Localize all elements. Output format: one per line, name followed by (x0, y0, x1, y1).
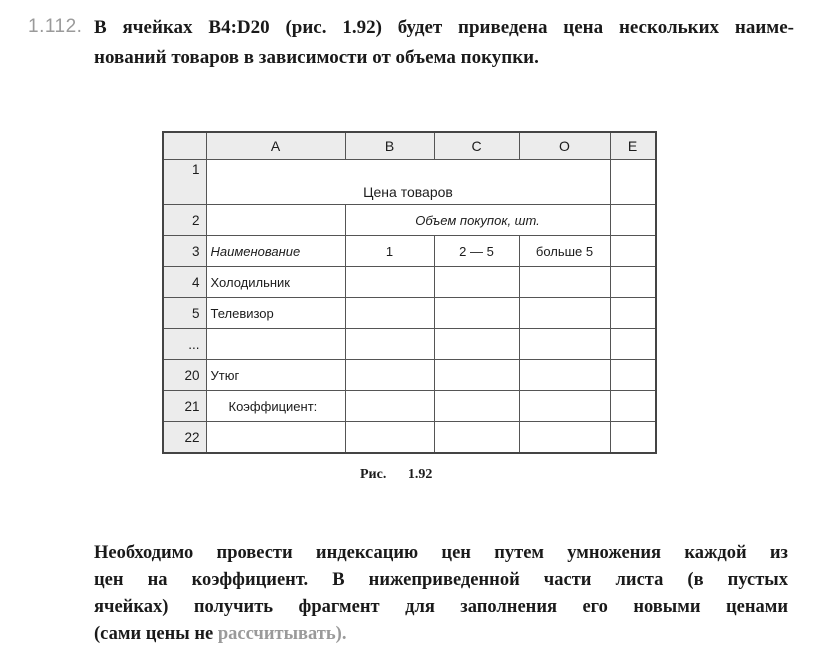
col-header-c: C (434, 132, 519, 160)
spreadsheet-figure (162, 131, 657, 454)
col-header-b: B (345, 132, 434, 160)
sheet-row-5 (163, 298, 656, 329)
cell-c21 (434, 391, 519, 422)
volume-label-cell: Объем покупок, шт. (345, 205, 610, 236)
sheet-row-4 (163, 267, 656, 298)
col-header-e: E (610, 132, 656, 160)
intro-text-start: В ячейках (94, 17, 209, 38)
coefficient-label-cell: Коэффициент: (206, 391, 345, 422)
task-number: 1.112. (28, 16, 83, 37)
cell-a22 (206, 422, 345, 454)
sheet-row-20 (163, 360, 656, 391)
price-cell (434, 298, 519, 329)
instruction-line-4-text: (сами цены не (94, 624, 218, 644)
column-header-row (163, 132, 656, 160)
price-cell (434, 267, 519, 298)
qty-header-3: больше 5 (519, 236, 610, 267)
sheet-row-1 (163, 160, 656, 205)
item-name-cell: Телевизор (206, 298, 345, 329)
price-cell (519, 267, 610, 298)
row-header-ellipsis: ... (163, 329, 206, 360)
corner-cell (163, 132, 206, 160)
cell-e (610, 298, 656, 329)
price-cell (434, 329, 519, 360)
row-header-1: 1 (163, 160, 206, 205)
instruction-line-4 (94, 621, 788, 648)
sheet-row-2 (163, 205, 656, 236)
task-intro (94, 13, 794, 73)
price-cell (519, 329, 610, 360)
cell-e22 (610, 422, 656, 454)
intro-text-end: (рис. 1.92) будет приведена цена нескольких наиме- (269, 17, 794, 38)
cell-e21 (610, 391, 656, 422)
cell-range-ref: B4:D20 (208, 17, 270, 38)
intro-line-1 (94, 13, 794, 43)
row-header-20: 20 (163, 360, 206, 391)
cell-b22 (345, 422, 434, 454)
col-header-a: A (206, 132, 345, 160)
instruction-line-2: цен на коэффициент. В нижеприведенной части листа (в пустых (94, 570, 788, 590)
instruction-line-3: ячейках) получить фрагмент для заполнения его новыми ценами (94, 597, 788, 617)
cell-e1 (610, 160, 656, 205)
col-header-d: O (519, 132, 610, 160)
price-cell (345, 298, 434, 329)
sheet-row-21 (163, 391, 656, 422)
name-header-cell: Наименование (206, 236, 345, 267)
price-cell (345, 267, 434, 298)
coefficient-value-cell (345, 391, 434, 422)
cell-e (610, 329, 656, 360)
figure-caption: Рис. 1.92 (360, 467, 433, 482)
price-cell (345, 360, 434, 391)
row-header-5: 5 (163, 298, 206, 329)
sheet-row-3 (163, 236, 656, 267)
intro-line-2: нований товаров в зависимости от объема покупки. (94, 47, 539, 68)
row-header-21: 21 (163, 391, 206, 422)
cell-e (610, 360, 656, 391)
cell-e (610, 267, 656, 298)
qty-header-2: 2 — 5 (434, 236, 519, 267)
task-instruction (94, 540, 788, 648)
row-header-2: 2 (163, 205, 206, 236)
instruction-faded-tail: рассчитывать). (217, 624, 347, 644)
item-name-cell: Утюг (206, 360, 345, 391)
row-header-22: 22 (163, 422, 206, 454)
cell-a2 (206, 205, 345, 236)
item-name-cell (206, 329, 345, 360)
sheet-row-ellipsis (163, 329, 656, 360)
qty-header-1: 1 (345, 236, 434, 267)
price-cell (519, 298, 610, 329)
cell-e3 (610, 236, 656, 267)
row-header-4: 4 (163, 267, 206, 298)
item-name-cell: Холодильник (206, 267, 345, 298)
sheet-row-22 (163, 422, 656, 454)
price-cell (434, 360, 519, 391)
instruction-line-1: Необходимо провести индексацию цен путем умножения каждой из (94, 543, 788, 563)
cell-c22 (434, 422, 519, 454)
table-title-cell: Цена товаров (206, 160, 610, 205)
cell-d22 (519, 422, 610, 454)
price-cell (519, 360, 610, 391)
price-cell (345, 329, 434, 360)
cell-d21 (519, 391, 610, 422)
row-header-3: 3 (163, 236, 206, 267)
cell-e2 (610, 205, 656, 236)
